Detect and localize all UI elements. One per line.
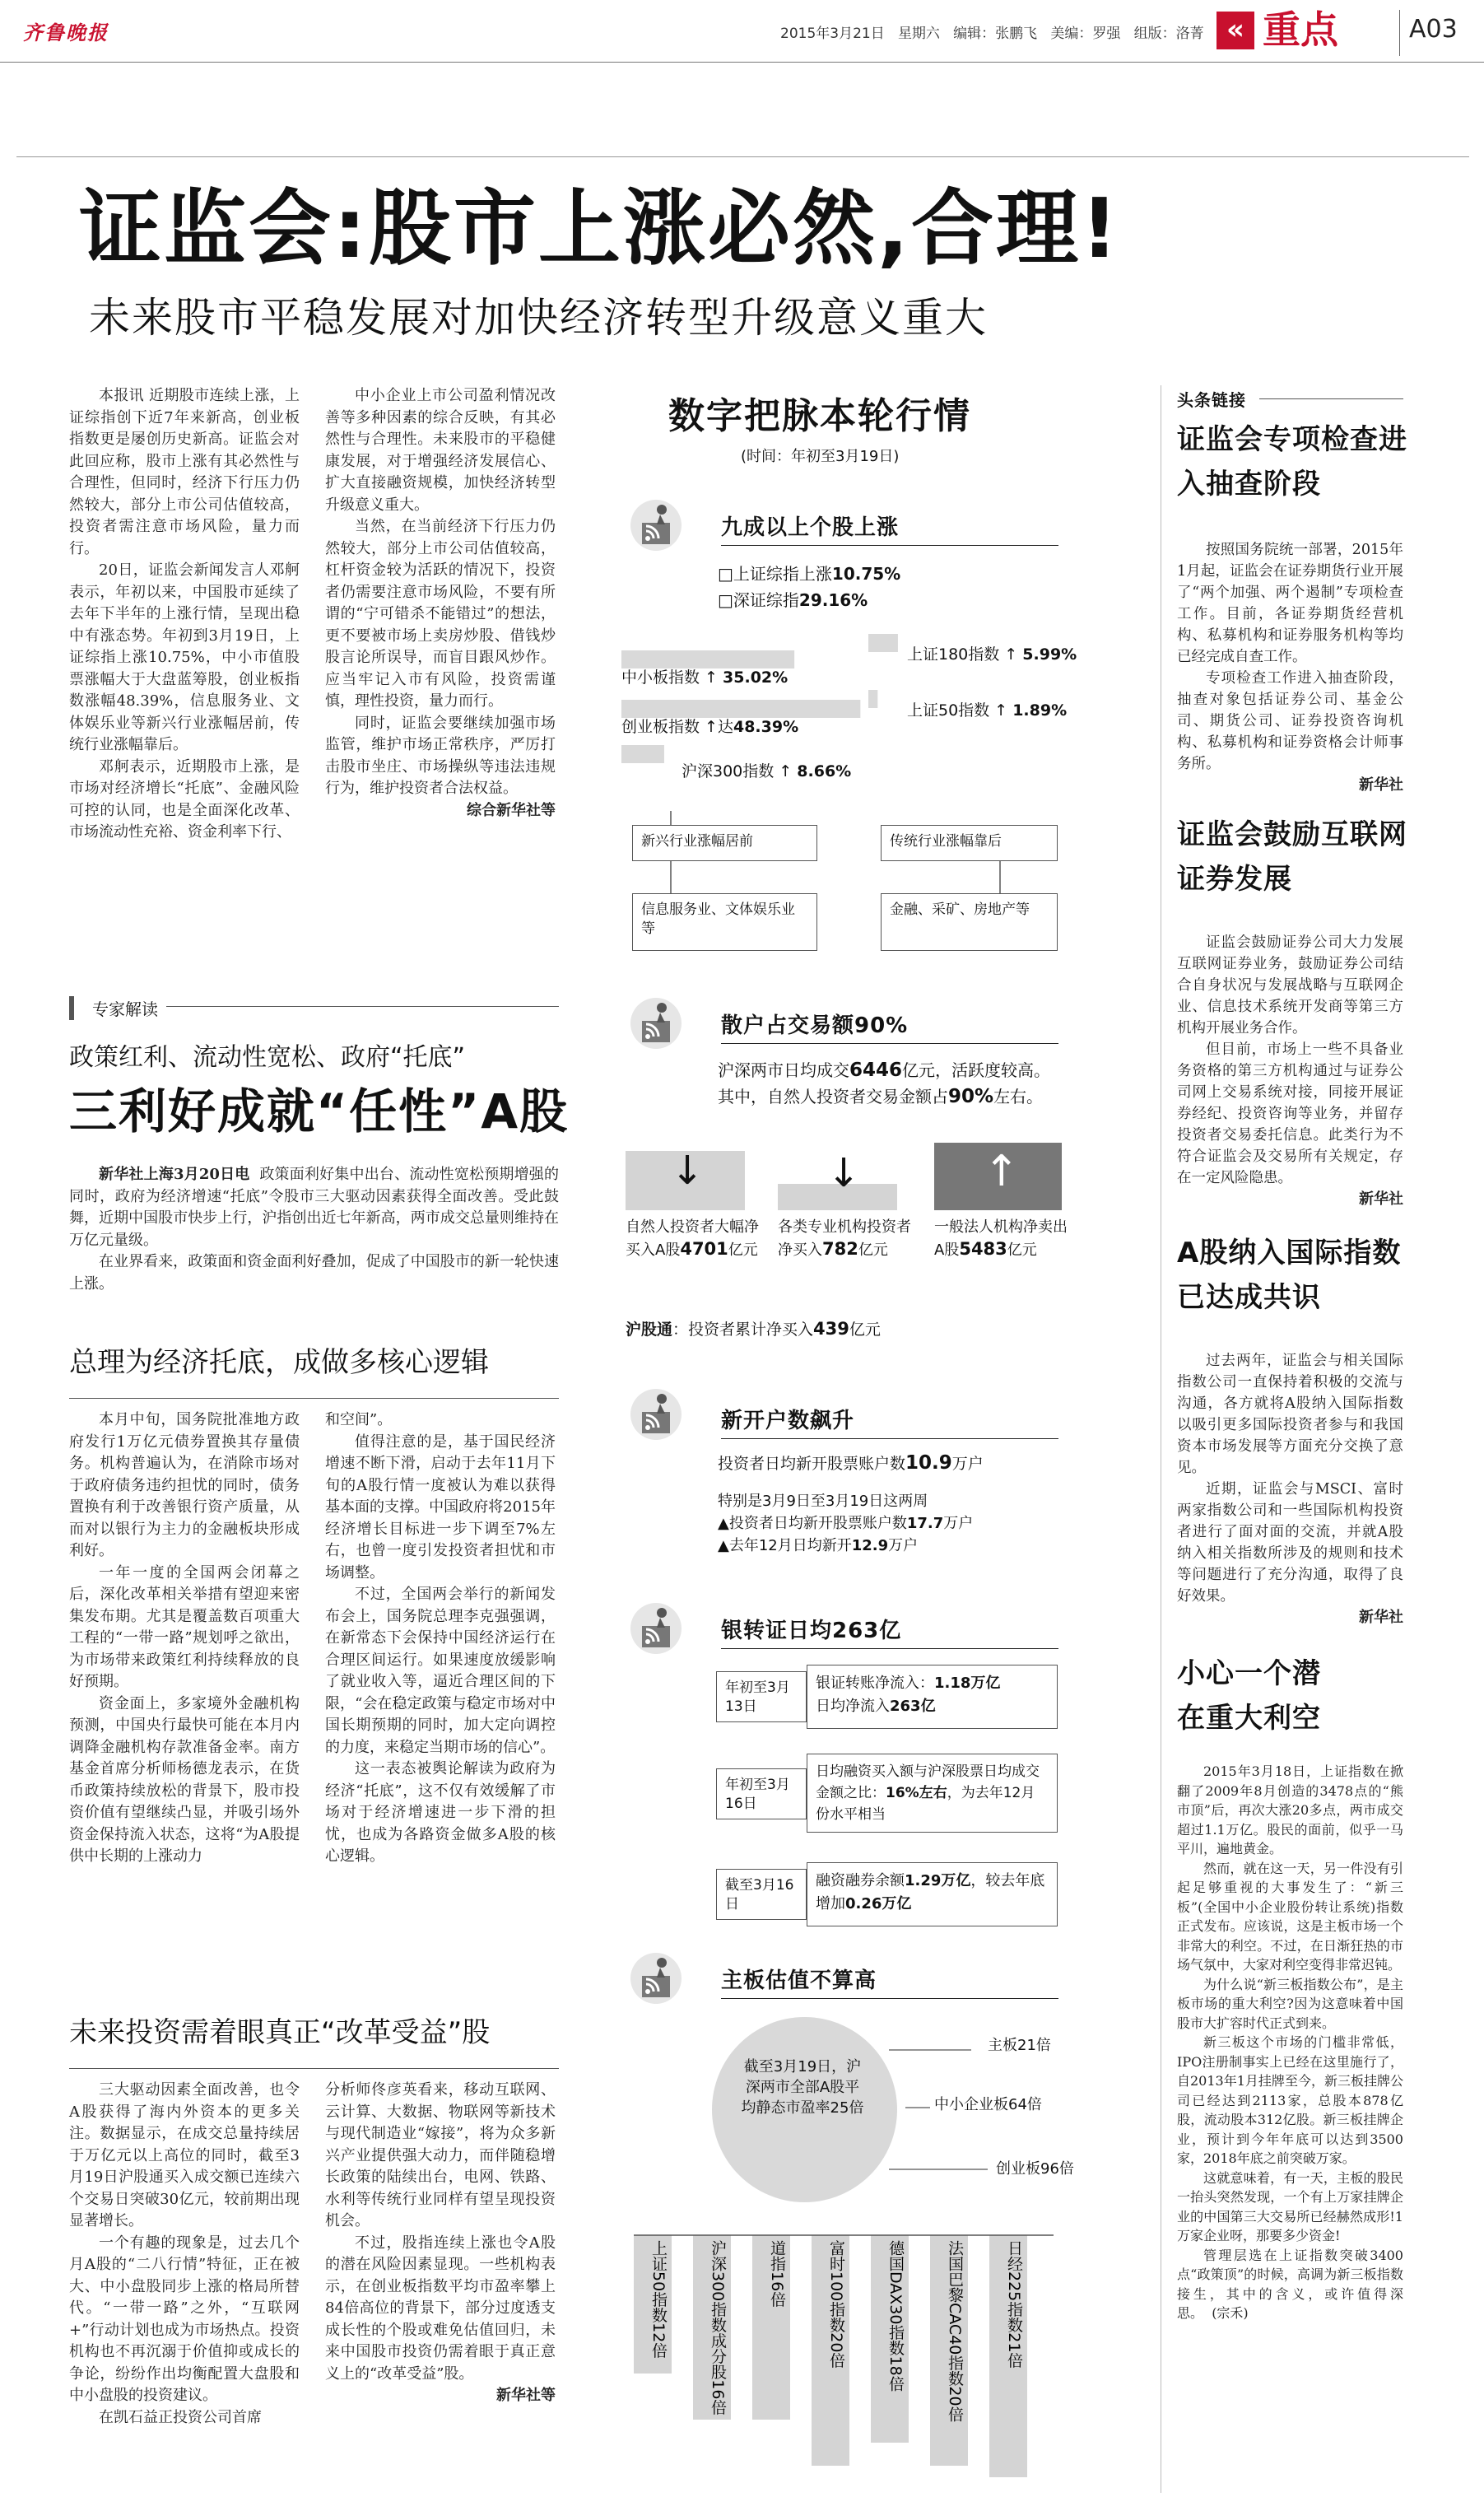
bar-label: 上证180指数 ↑ 5.99% — [907, 645, 1077, 664]
expert-body — [69, 1164, 559, 1295]
lead-para: 邓舸表示，近期股市上涨，是市场对经济增长“托底”、金融风险可控的认同，也是全面深化改革、市场流动性充裕、资金利率下行、 — [69, 757, 300, 841]
sec1-para: 和空间”。 — [325, 1411, 393, 1428]
flow-detail: 日均融资买入额与沪深股票日均成交金额之比：16%左右，为去年12月份水平相当 — [807, 1754, 1058, 1833]
block3-title: 新开户数飙升 — [721, 1409, 855, 1433]
flow-detail: 银证转账净流入：1.18万亿 日均净流入263亿 — [807, 1665, 1058, 1729]
block1-line2: □深证综指29.16% — [718, 590, 868, 610]
rss-reader-icon — [629, 498, 683, 552]
s4-title: 小心一个潜在重大利空 — [1177, 1657, 1321, 1735]
retail-share: 90% — [948, 1086, 994, 1107]
sec2-title: 未来投资需着眼真正“改革受益”股 — [69, 2016, 491, 2049]
index-bar — [621, 745, 664, 763]
sec1-title: 总理为经济托底，成做多核心逻辑 — [69, 1346, 489, 1379]
flow-date: 年初至3月16日 — [716, 1768, 807, 1819]
s4-para: 为什么说“新三板指数公布”，是主板市场的重大利空?因为这意味着中国股市大扩容时代正式到来。 — [1177, 1976, 1403, 2031]
rss-reader-icon — [629, 1951, 683, 2006]
pe-label-sme: 中小企业板64倍 — [934, 2096, 1042, 2113]
expert-title: 三利好成就“任性”A股 — [69, 1083, 570, 1139]
sec2-para: 一个有趣的现象是，过去几个月A股的“二八行情”特征，正在被大、中小盘股同步上涨的格局所替代。“一带一路”之外，“互联网+”行动计划也成为市场热点。投资机构也不再沉溺于价值抑或成长的争论，纷纷作出均衡配置大盘股和中小盘股的投资建议。 — [69, 2234, 300, 2404]
down-arrow-icon: ↓ — [827, 1150, 861, 1196]
s4-para: 然而，就在这一天，另一件没有引起足够重视的大事发生了：“新三板”(全国中小企业股份转让系统)指数正式发布。应该说，这是主板市场一个非常大的利空。不过，在日渐狂热的市场气氛中，大家对利空变得非常迟钝。 — [1177, 1860, 1403, 1973]
s2-para: 但目前，市场上一些不具备业务资格的第三方机构通过与证券公司网上交易系统对接，同接开展证券经纪、投资咨询等业务，并留存投资者交易委托信息。此类行为不符合证监会及交易所有关规定，存在一定风险隐患。 — [1177, 1041, 1403, 1186]
block3-line3: ▲投资者日均新开股票账户数17.7万户 — [718, 1515, 974, 1532]
sec2-para: 在凯石益正投资公司首席 — [99, 2408, 262, 2426]
pe-bar-label: 法国巴黎CAC40指数20倍 — [946, 2240, 964, 2422]
s3-signature: 新华社 — [1359, 1609, 1403, 1626]
sec2-para: 三大驱动因素全面改善，也令A股获得了海内外资本的更多关注。数据显示，在成交总量持续居于万亿元以上高位的同时，截至3月19日沪股通买入成交额已连续六个交易日突破30亿元，较前期出现显著增长。 — [69, 2081, 300, 2229]
pe-bar-label: 日经225指数21倍 — [1005, 2240, 1023, 2369]
s2-body — [1177, 932, 1403, 1210]
expert-para-2: 在业界看来，政策面和资金面利好叠加，促成了中国股市的新一轮快速上涨。 — [69, 1253, 559, 1293]
pe-bar-label: 道指16倍 — [768, 2240, 786, 2308]
expert-byline: 新华社上海3月20日电 — [99, 1166, 250, 1183]
sec2-signature: 新华社等 — [496, 2387, 556, 2404]
block4-title: 银转证日均263亿 — [721, 1619, 902, 1643]
s1-title: 证监会专项检查进入抽查阶段 — [1177, 423, 1407, 501]
lead-signature: 综合新华社等 — [467, 801, 556, 819]
s1-signature: 新华社 — [1359, 776, 1403, 794]
s3-para: 过去两年，证监会与相关国际指数公司一直保持着积极的交流与沟通，各方就将A股纳入国际指数以吸引更多国际投资者参与和我国资本市场发展等方面充分交换了意见。 — [1177, 1353, 1403, 1476]
pe-bar-label: 富时100指数20倍 — [827, 2240, 845, 2369]
page-number: A03 — [1409, 15, 1458, 44]
sec2-col-2 — [325, 2080, 556, 2406]
s4-para: 这就意味着，有一天，主板的股民一抬头突然发现，一个有上万家挂牌企业的中国第三大交易所已经赫然成形!1万家企业呀，那要多少资金! — [1177, 2169, 1403, 2243]
block5-title: 主板估值不算高 — [721, 1968, 877, 1993]
pe-bar-label: 上证50指数12倍 — [649, 2240, 668, 2359]
infographic-title: 数字把脉本轮行情 — [668, 395, 971, 437]
traditional-industry-detail: 金融、采矿、房地产等 — [881, 893, 1058, 951]
block1-line1: □上证综指上涨10.75% — [718, 564, 901, 584]
s1-para: 专项检查工作进入抽查阶段，抽查对象包括证券公司、基金公司、期货公司、证券投资咨询机构、私募机构和证券资格会计师事务所。 — [1177, 670, 1403, 772]
pe-bar-label: 德国DAX30指数18倍 — [886, 2240, 905, 2392]
index-bar — [868, 690, 877, 708]
sec1-para: 值得注意的是，基于国民经济增速不断下滑，启动于去年11月下旬的A股行情一度被认为难以获得基本面的支撑。中国政府将2015年经济增长目标进一步下调至7%左右，也曾一度引发投资者担忧和市场调整。 — [325, 1433, 556, 1582]
block1-title: 九成以上个股上涨 — [721, 515, 900, 540]
sec1-para: 一年一度的全国两会闭幕之后，深化改革相关举措有望迎来密集发布期。尤其是覆盖数百项重大工程的“一带一路”规划呼之欲出，为市场带来政策红利持续释放的良好预期。 — [69, 1563, 300, 1690]
sec1-para: 本月中旬，国务院批准地方政府发行1万亿元债券置换其存量债务。机构普遍认为，在消除市场对于政府债务违约担忧的同时，债务置换有利于改善银行资产质量，从而对以银行为主力的金融板块形成利好。 — [69, 1411, 300, 1559]
block2-title: 散户占交易额90% — [721, 1013, 909, 1038]
typesetter: 组版：洛菁 — [1133, 26, 1204, 42]
emerging-industry-detail: 信息服务业、文体娱乐业等 — [632, 893, 817, 951]
s4-signature: (宗禾) — [1212, 2305, 1249, 2321]
sec1-para: 资金面上，多家境外金融机构预测，中国央行最快可能在本月内调降金融机构存款准备金率。南方基金首席分析师杨德龙表示，在货币政策持续放松的背景下，股市投资价值有望继续凸显，并吸引场外资金保持流入状态，这将“为A股提供中长期的上涨动力 — [69, 1694, 300, 1865]
sec1-para: 不过，全国两会举行的新闻发布会上，国务院总理李克强强调，在新常态下会保持中国经济运行在合理区间运行。如果速度放缓影响了就业收入等，逼近合理区间的下限，“会在稳定政策与稳定市场对中国长期预期的同时，加大定向调控的力度，来稳定当期市场的信心”。 — [325, 1586, 556, 1756]
block2-line2: 其中，自然人投资者交易金额占90%左右。 — [718, 1086, 1044, 1107]
sec1-para: 这一表态被舆论解读为政府为经济“托底”，这不仅有效缓解了市场对于经济增速进一步下滑的担忧，也成为各路资金做多A股的核心逻辑。 — [325, 1760, 556, 1865]
sidebar-tag: 头条链接 — [1177, 390, 1246, 410]
emerging-industry-box: 新兴行业涨幅居前 — [632, 825, 817, 861]
issue-weekday: 星期六 — [897, 26, 940, 42]
pe-bar-label: 沪深300指数成分股16倍 — [709, 2240, 727, 2415]
block3-lines — [718, 1490, 973, 1557]
page-subheadline: 未来股市平稳发展对加快经济转型升级意义重大 — [89, 294, 988, 342]
lead-para: 当然，在当前经济下行压力仍然较大，部分上市公司估值较高，杠杆资金较为活跃的情况下，投资者仍需要注意市场风险，不要有所谓的“宁可错杀不能错过”的想法，更不要被市场上卖房炒股、借钱炒股言论所误导，而盲目跟风炒作。应当牢记入市有风险，投资需谨慎，理性投资，量力而行。 — [325, 518, 556, 710]
bar-label: 沪深300指数 ↑ 8.66% — [682, 762, 852, 780]
s3-body — [1177, 1350, 1403, 1628]
s4-para: 2015年3月18日，上证指数在掀翻了2009年8月创造的3478点的“熊市顶”后，再次大涨20多点，两市成交超过1.1万亿。股民的面前，似乎一马平川，遍地黄金。 — [1177, 1763, 1403, 1856]
infographic-timespan: (时间：年初至3月19日) — [741, 448, 900, 465]
rss-reader-icon — [629, 1387, 683, 1442]
block3-line1: 投资者日均新开股票账户数10.9万户 — [718, 1452, 984, 1474]
bar-label: 上证50指数 ↑ 1.89% — [907, 701, 1068, 720]
lead-para: 本报讯 近期股市连续上涨，上证综指创下近7年来新高，创业板指数更是屡创历史新高。证监会对此回应称，股市上涨有其必然性与合理性，但同时，经济下行压力仍然较大，部分上市公司估值较高，投资者需注意市场风险，量力而行。 — [69, 387, 300, 557]
index-bar — [868, 634, 898, 652]
header-meta — [780, 21, 1204, 42]
sec2-para: 分析师佟彦英看来，移动互联网、云计算、大数据、物联网等新技术与现代制造业“嫁接”，将为众多新兴产业提供强大动力，而伴随稳增长政策的陆续出台，电网、铁路、水利等传统行业同样有望呈现投资机会。 — [325, 2081, 556, 2229]
s4-para: 管理层选在上证指数突破3400点“政策顶”的时候，高调为新三板指数接生，其中的含义，或许值得深思。 (宗禾) — [1177, 2247, 1403, 2321]
sec2-col-1 — [69, 2080, 300, 2429]
block2-line1: 沪深两市日均成交6446亿元，活跃度较高。 — [718, 1060, 1051, 1081]
pe-label-main: 主板21倍 — [988, 2037, 1051, 2054]
section-name: 重点 — [1263, 7, 1338, 52]
lead-col-1 — [69, 385, 300, 844]
issue-date: 2015年3月21日 — [780, 26, 885, 42]
global-pe-chart — [634, 2219, 1062, 2499]
flow-date: 截至3月16日 — [716, 1869, 807, 1920]
up-arrow-icon: ↑ — [984, 1147, 1020, 1196]
stock-connect-line: 沪股通：投资者累计净买入439亿元 — [626, 1319, 881, 1339]
s4-body — [1177, 1762, 1403, 2323]
flow-detail: 融资融券余额1.29万亿，较去年底增加0.26万亿 — [807, 1862, 1058, 1926]
s2-signature: 新华社 — [1359, 1190, 1403, 1208]
designer: 美编：罗强 — [1050, 26, 1121, 42]
pe-circle-text: 截至3月19日，沪深两市全部A股平均静态市盈率25倍 — [741, 2058, 864, 2117]
s1-para: 按照国务院统一部署，2015年1月起，证监会在证券期货行业开展了“两个加强、两个遏制”专项检查工作。目前，各证券期货经营机构、私募机构和证券服务机构等均已经完成自查工作。 — [1177, 542, 1403, 665]
expert-label: 专家解读 — [69, 996, 166, 1020]
rss-reader-icon — [629, 996, 683, 1051]
lead-para: 同时，证监会要继续加强市场监管，维护市场正常秩序，严厉打击股市坐庄、市场操纵等违法违规行为，维护投资者合法权益。 — [325, 714, 556, 797]
block3-line4: ▲去年12月日均新开12.9万户 — [718, 1537, 919, 1554]
trio-text-right: 一般法人机构净卖出A股5483亿元 — [934, 1218, 1068, 1259]
s2-para: 证监会鼓励证券公司大力发展互联网证券业务，鼓励证券公司结合自身状况与发展战略与互联网企业、信息技术系统开发商等第三方机构开展业务合作。 — [1177, 934, 1403, 1037]
sec1-col-2 — [325, 1409, 556, 1868]
s3-para: 近期，证监会与MSCI、富时两家指数公司和一些国际机构投资者进行了面对面的交流，并就A股纳入相关指数所涉及的规则和技术等问题进行了充分沟通，取得了良好效果。 — [1177, 1481, 1403, 1605]
bar-label: 中小板指数 ↑ 35.02% — [621, 669, 789, 687]
page-headline: 证监会:股市上涨必然,合理! — [79, 180, 1121, 277]
s4-para: 新三板这个市场的门槛非常低，IPO注册制事实上已经在这里施行了，自2013年1月挂牌至今，新三板挂牌公司已经达到2113家，总股本878亿股，流动股本312亿股。新三板挂牌企业，预计到今年年底可以达到3500家，2018年底之前突破万家。 — [1177, 2034, 1403, 2166]
sec2-para: 不过，股指连续上涨也令A股的潜在风险因素显现。一些机构表示，在创业板指数平均市盈率攀上84倍高位的背景下，部分过度透支成长性的个股或难免估值回归，未来中国股市投资仍需着眼于真正意义上的“改革受益”股。 — [325, 2234, 556, 2383]
s1-body — [1177, 539, 1403, 796]
traditional-industry-box: 传统行业涨幅靠后 — [881, 825, 1058, 861]
masthead-logo: 齐鲁晚报 — [23, 21, 109, 44]
block3-line2: 特别是3月9日至3月19日这两周 — [718, 1493, 928, 1510]
lead-para: 中小企业上市公司盈利情况改善等多种因素的综合反映，有其必然性与合理性。未来股市的平稳健康发展，对于增强经济发展信心、扩大直接融资规模，加快经济转型升级意义重大。 — [325, 387, 556, 514]
sz-index-value: 29.16% — [798, 590, 868, 610]
s2-title: 证监会鼓励互联网证券发展 — [1177, 818, 1407, 896]
sec1-col-1 — [69, 1409, 300, 1868]
lead-col-2 — [325, 385, 556, 822]
flow-date: 年初至3月13日 — [716, 1671, 807, 1722]
bar-label: 创业板指数 ↑达48.39% — [621, 718, 799, 736]
trio-text-mid: 各类专业机构投资者净买入782亿元 — [778, 1218, 911, 1259]
expert-para-1: 政策面利好集中出台、流动性宽松预期增强的同时，政府为经济增速“托底”令股市三大驱动因素获得全面改善。受此鼓舞，近期中国股市快步上行，沪指创出近七年新高，两市成交总量则维持在万亿元量级。 — [69, 1166, 559, 1249]
pe-label-gem: 创业板96倍 — [996, 2160, 1074, 2178]
editor: 编辑：张鹏飞 — [953, 26, 1038, 42]
sh-index-value: 10.75% — [831, 564, 901, 584]
trio-text-left: 自然人投资者大幅净买入A股4701亿元 — [626, 1218, 759, 1259]
down-arrow-icon: ↓ — [671, 1148, 705, 1194]
s3-title: A股纳入国际指数已达成共识 — [1177, 1237, 1402, 1314]
expert-kicker: 政策红利、流动性宽松、政府“托底” — [69, 1043, 466, 1072]
daily-turnover: 6446 — [849, 1060, 903, 1081]
section-chevron-icon: « — [1217, 12, 1254, 49]
lead-para: 20日，证监会新闻发言人邓舸表示，年初以来，中国股市延续了去年下半年的上涨行情，呈现出稳中有涨态势。年初到3月19日，上证综指上涨10.75%，中小市值股票涨幅大于大盘蓝筹股，创业板指数涨幅48.39%，信息服务业、文体娱乐业等新兴行业涨幅居前，传统行业涨幅靠后。 — [69, 561, 300, 753]
rss-reader-icon — [629, 1601, 683, 1656]
